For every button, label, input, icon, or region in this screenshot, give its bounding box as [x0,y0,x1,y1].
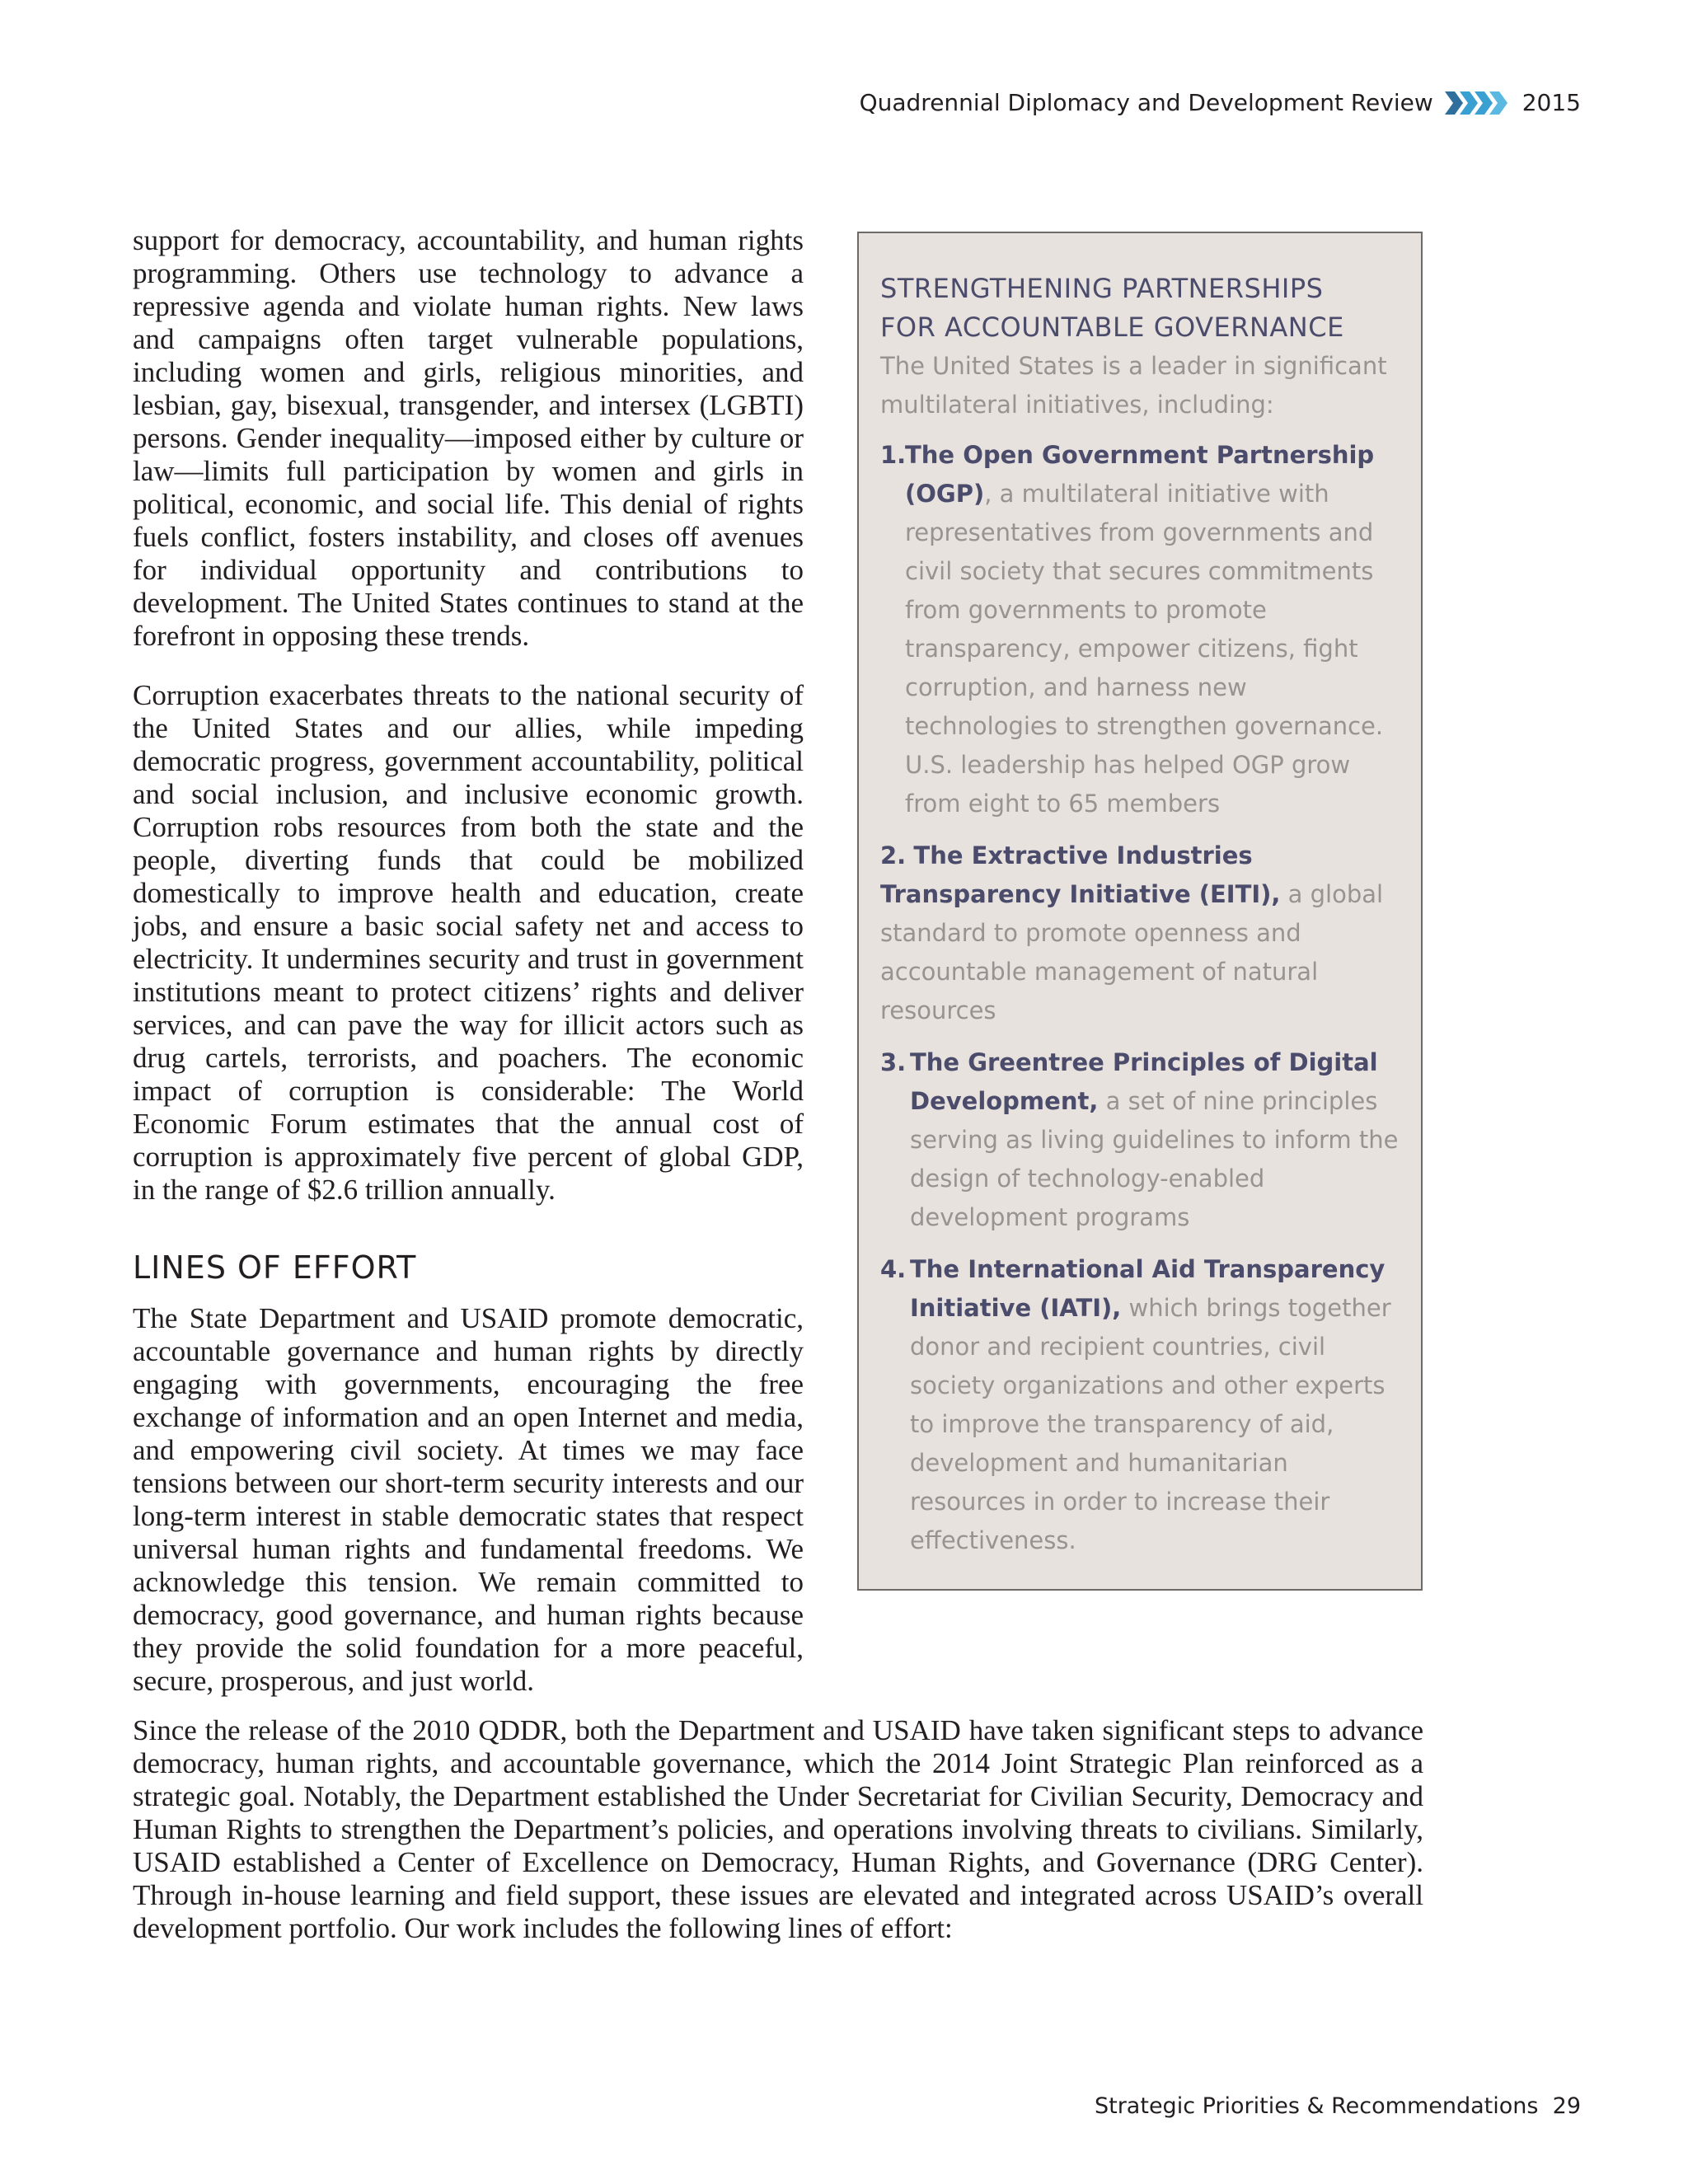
page-header [860,89,1581,116]
initiative-name: The International Aid Transparency Initiative (IATI), [910,1255,1386,1322]
initiatives-list [880,436,1404,1560]
page-number: 29 [1552,2093,1581,2119]
sidebar-title: STRENGTHENING PARTNERSHIPS FOR ACCOUNTABLE GOVERNANCE [880,273,1344,343]
initiative-desc: which brings together donor and recipient countries, civil society organizations and other experts to improve the transparency of aid, development and humanitarian resources in order to increase their effectiveness. [910,1294,1391,1554]
left-column [133,224,804,1724]
footer-section: Strategic Priorities & Recommendations [1094,2093,1539,2119]
list-item: 4. The International Aid Transparency Initiative (IATI), which brings together donor and recipient countries, civil society organizations and other experts to improve the transparency of aid, development and humanitarian resources in order to increase their effectiveness. [880,1255,1391,1554]
list-item: 3. The Greentree Principles of Digital Development, a set of nine principles serving as living guidelines to inform the design of technology-enabled development programs [880,1048,1399,1231]
initiative-name: The Open Government Partnership (OGP) [905,441,1375,508]
paragraph-qddr-progress: Since the release of the 2010 QDDR, both the Department and USAID have taken significant steps to advance democracy, human rights, and accountable governance, which the 2014 Joint Strategic Plan reinforced as a strategic goal. Notably, the Department established the Under Secretariat for Civilian Security, Democracy and Human Rights to strengthen the Department’s policies, and operations involving threats to civilians. Similarly, USAID established a Center of Excellence on Democracy, Human Rights, and Governance (DRG Center). Through in-house learning and field support, these issues are elevated and integrated across USAID’s overall development portfolio. Our work includes the following lines of effort: [133,1714,1423,1944]
report-title: Quadrennial Diplomacy and Development Review [859,89,1433,116]
sidebar-box [857,232,1423,1591]
initiative-name: The Extractive Industries Transparency Initiative (EITI), [880,841,1281,908]
paragraph-corruption: Corruption exacerbates threats to the national security of the United States and our allies, while impeding democratic progress, government accountability, political and social inclusion, and inclusive economic growth. Corruption robs resources from both the state and the people, diverting funds that could be mobilized domestically to improve health and education, create jobs, and ensure a basic social safety net and access to electricity. It undermines security and trust in government institutions meant to protect citizens’ rights and deliver services, and can pave the way for illicit actors such as drug cartels, terrorists, and poachers. The economic impact of corruption is considerable: The World Economic Forum estimates that the annual cost of corruption is approximately five percent of global GDP, in the range of $2.6 trillion annually. [133,679,804,1206]
initiative-desc: a global standard to promote openness and accountable management of natural resources [880,880,1384,1024]
list-item: 2. The Extractive Industries Transparency Initiative (EITI), a global standard to promote openness and accountable management of natural resources [880,841,1384,1024]
list-item: 1. The Open Government Partnership (OGP), a multilateral initiative with representatives from governments and civil society that secures commitments from governments to promote transparency, empower citizens, fight corruption, and harness new technologies to strengthen governance. U.S. leadership has helped OGP grow from eight to 65 members [880,441,1384,818]
paragraph-human-rights: support for democracy, accountability, and human rights programming. Others use technology to advance a repressive agenda and violate human rights. New laws and campaigns often target vulnerable populations, including women and girls, religious minorities, and lesbian, gay, bisexual, transgender, and intersex (LGBTI) persons. Gender inequality—imposed either by culture or law—limits full participation by women and girls in political, economic, and social life. This denial of rights fuels conflict, fosters instability, and closes off avenues for individual opportunity and contributions to development. The United States continues to stand at the forefront in opposing these trends. [133,224,804,652]
report-year: 2015 [1522,89,1581,116]
initiative-desc: , a multilateral initiative with representatives from governments and civil society that secures commitments from governments to promote transparency, empower citizens, fight corruption, and harness new technologies to strengthen governance. U.S. leadership has helped OGP grow from eight to 65 members [905,480,1384,818]
page-footer [1095,2093,1581,2119]
initiative-desc: a set of nine principles serving as living guidelines to inform the design of technology-enabled development programs [910,1087,1399,1231]
initiative-name: The Greentree Principles of Digital Development, [910,1048,1378,1115]
paragraph-lines-of-effort: The State Department and USAID promote democratic, accountable governance and human rights by directly engaging with governments, encouraging the free exchange of information and an open Internet and media, and empowering civil society. At times we may face tensions between our short-term security interests and our long-term interest in stable democratic states that respect universal human rights and fundamental freedoms. We acknowledge this tension. We remain committed to democracy, good governance, and human rights because they provide the solid foundation for a more peaceful, secure, prosperous, and just world. [133,1302,804,1697]
sidebar-intro: The United States is a leader in significant multilateral initiatives, including: [880,352,1387,419]
section-heading-lines-of-effort: LINES OF EFFORT [133,1249,417,1286]
chevron-arrows-icon [1445,90,1511,116]
